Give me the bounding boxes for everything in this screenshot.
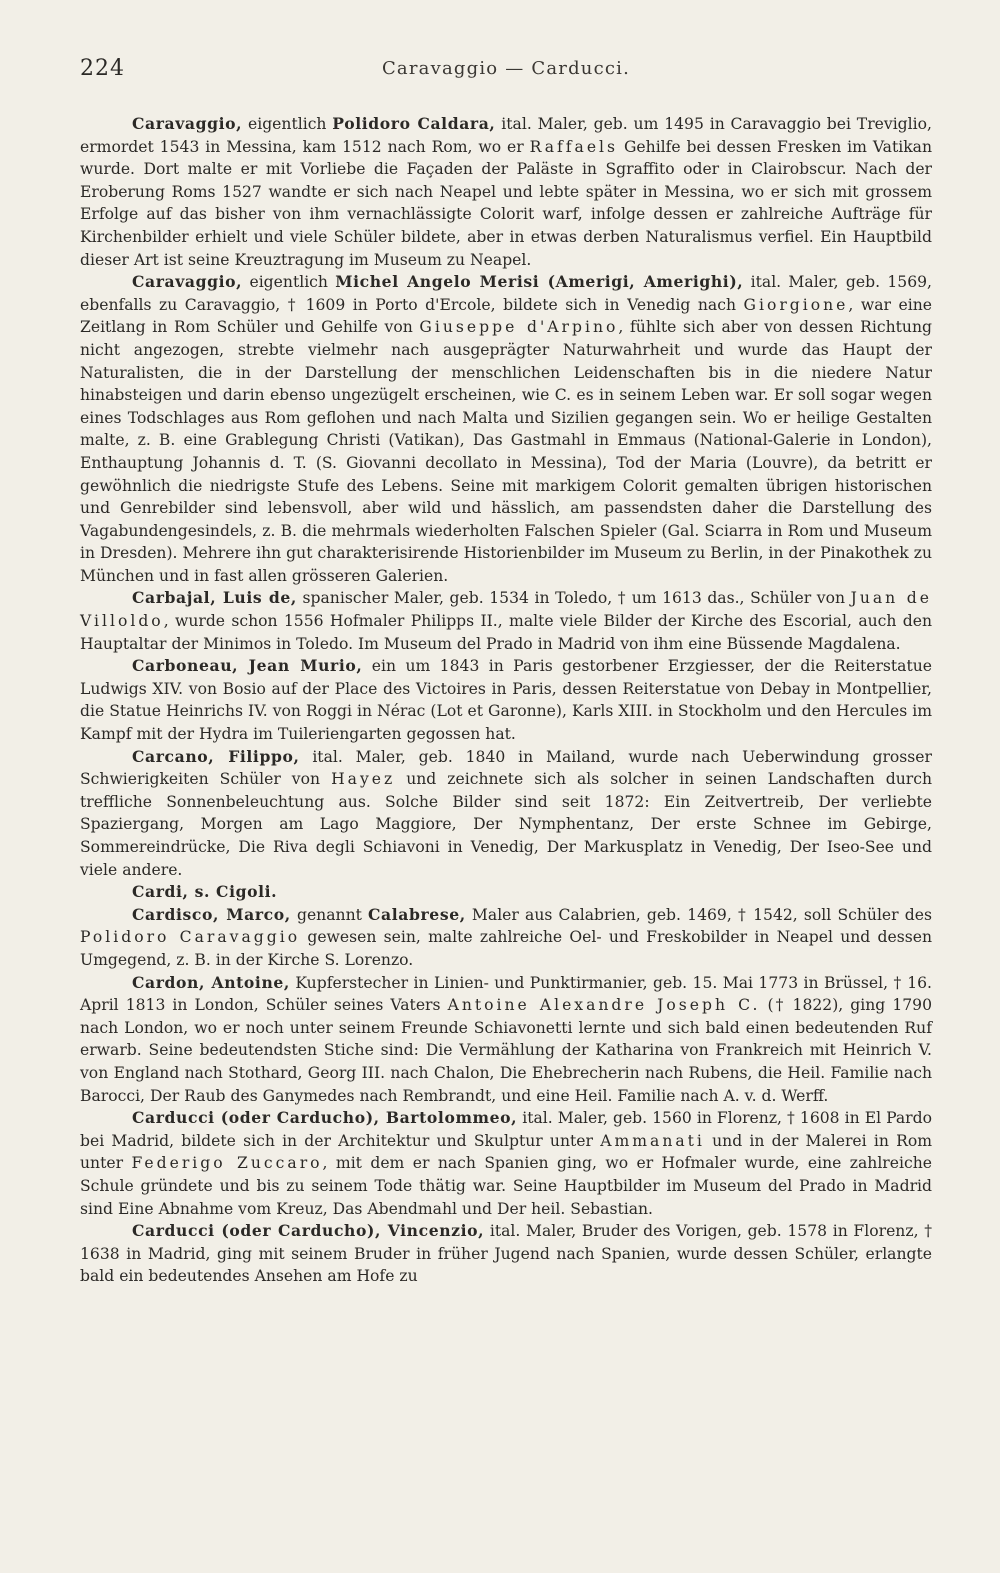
running-title: Caravaggio — Carducci. (381, 58, 631, 79)
entry-text: Kupferstecher in Linien- und Punktirmanier, geb. 15. Mai 1773 in Brüssel, † 16. April 1813 in London, Schüler seines Vaters (80, 973, 932, 1015)
entry-text: ein um 1843 in Paris gestorbener Erzgiesser, der die Reiterstatue Ludwigs XIV. von Bosio auf der Place des Victoires in Paris, dessen Reiterstatue von Debay in Montpellier, die Statue Heinrichs IV. von Roggi in Nérac (Lot et Garonne), Karls XIII. in Stockholm und den Hercules im Kampf mit der Hydra im Tuileriengarten gegossen hat. (80, 657, 932, 744)
spaced-name: Hayez (331, 770, 396, 789)
spaced-name: Federigo Zuccaro (131, 1154, 323, 1173)
entry-text: eigentlich (242, 273, 336, 292)
entry-text: , mit dem er nach Spanien ging, wo er Hofmaler wurde, eine zahlreiche Schule gründete und bis zu seinem Tode thätig war. Seine Hauptbilder im Museum del Prado in Madrid sind Eine Abnahme vom Kreuz, Das Abendmahl und Der heil. Sebastian. (80, 1154, 932, 1218)
entry-headword: Carboneau, Jean Murio, (132, 656, 363, 676)
dictionary-entry (80, 904, 932, 972)
entry-headword: Cardi, s. Cigoli. (132, 882, 278, 902)
entry-text: , wurde schon 1556 Hofmaler Philipps II., malte viele Bilder der Kirche des Escorial, auch den Hauptaltar der Minimos in Toledo. Im Museum del Prado in Madrid von ihm eine Büssende Magdalena. (80, 612, 932, 653)
entry-text: Gehilfe bei dessen Fresken im Vatikan wurde. Dort malte er mit Vorliebe die Façaden der Paläste in Sgraffito oder in Clairobscur. Nach der Eroberung Roms 1527 wandte er sich nach Neapel und lebte später in Messina, wo er sich mit grossem Erfolge auf das bisher von ihm vernachlässigte Colorit warf, infolge dessen er zahlreiche Aufträge für Kirchenbilder erhielt und viele Schüler bildete, aber in etwas derben Naturalismus verfiel. Ein Hauptbild dieser Art ist seine Kreuztragung im Museum zu Neapel. (80, 137, 933, 269)
page-number: 224 (80, 56, 125, 81)
dictionary-entry (80, 271, 932, 587)
entry-text: eigentlich (242, 115, 333, 133)
entry-headword: Carducci (oder Carducho), Bartolommeo, (132, 1108, 518, 1128)
dictionary-entry (80, 1220, 932, 1288)
entry-headword: Cardisco, Marco, (132, 904, 291, 924)
entry-text: ital. Maler, Bruder des Vorigen, geb. 1578 in Florenz, † 1638 in Madrid, ging mit seinem Bruder in früher Jugend nach Spanien, wurde dessen Schüler, erlangte bald ein bedeutendes Ansehen am Hofe zu (80, 1222, 932, 1286)
entries-body (80, 113, 932, 1288)
entry-text: Maler aus Calabrien, geb. 1469, † 1542, soll Schüler des (465, 905, 932, 924)
entry-headword: Carducci (oder Carducho), Vincenzio, (132, 1221, 485, 1241)
spaced-name: Antoine Alexandre Joseph C. (447, 996, 761, 1015)
page-header (80, 56, 932, 90)
entry-text: ital. Maler, geb. um 1495 in Caravaggio bei Treviglio, ermordet 1543 in Messina, kam 1512 nach Rom, wo er (80, 115, 932, 156)
entry-text: ital. Maler, geb. 1560 in Florenz, † 1608 in El Pardo bei Madrid, bildete sich in der Architektur und Skulptur unter (80, 1109, 933, 1150)
dictionary-entry (80, 972, 932, 1108)
entry-headword: Cardon, Antoine, (132, 972, 290, 992)
entry-headword: Michel Angelo Merisi (Amerigi, Amerighi), (335, 272, 744, 292)
entry-headword: Carbajal, Luis de, (132, 588, 297, 608)
dictionary-entry (80, 113, 932, 271)
entry-text: , fühlte sich aber von dessen Richtung nicht angezogen, strebte vielmehr nach ausgeprägter Naturwahrheit und wurde das Haupt der Naturalisten, die in der Darstellung der menschlichen Leidenschaften bis in die niedere Natur hinabsteigen und darin ebenso ungezügelt erscheinen, wie C. es in seinem Leben war. Er soll sogar wegen eines Todschlages aus Rom geflohen und nach Malta und Sizilien gegangen sein. Wo er heilige Gestalten malte, z. B. eine Grablegung Christi (Vatikan), Das Gastmahl in Emmaus (National-Galerie in London), Enthauptung Johannis d. T. (S. Giovanni decollato in Messina), Tod der Maria (Louvre), da betritt er gewöhnlich die niedrigste Stufe des Lebens. Seine mit markigem Colorit gemalten übrigen historischen und Genrebilder sind lebensvoll, aber wild und hässlich, am passendsten daher die Darstellung des Vagabundengesindels, z. B. die mehrmals wiederholten Falschen Spieler (Gal. Sciarra in Rom und Museum in Dresden). Mehrere ihn gut charakterisirende Historienbilder im Museum zu Berlin, in der Pinakothek zu München und in fast allen grösseren Galerien. (80, 318, 932, 585)
entry-headword: Caravaggio, (132, 272, 243, 292)
spaced-name: Ammanati (600, 1131, 705, 1150)
dictionary-entry (80, 587, 932, 655)
spaced-name: Polidoro Caravaggio (80, 928, 301, 947)
entry-headword: Carcano, Filippo, (132, 746, 300, 766)
spaced-name: Giorgione (743, 295, 849, 314)
entry-text: und in der Malerei in Rom unter (80, 1131, 932, 1173)
entry-text: , war eine Zeitlang in Rom Schüler und Gehilfe von (80, 295, 932, 337)
entry-text: und zeichnete sich als solcher in seinen Landschaften durch treffliche Sonnenbeleuchtung aus. Solche Bilder sind seit 1872: Ein Zeitvertreib, Der verliebte Spaziergang, Morgen am Lago Maggiore, Der Nymphentanz, Der erste Schnee im Gebirge, Sommereindrücke, Die Riva degli Schiavoni in Venedig, Der Markusplatz in Venedig, Der Iseo-See und viele andere. (80, 770, 932, 879)
dictionary-entry (80, 1107, 932, 1220)
spaced-name: Raffaels (529, 137, 619, 156)
entry-headword: Polidoro Caldara, (332, 114, 496, 133)
entry-text: genannt (290, 905, 369, 924)
entry-text: ital. Maler, geb. 1569, ebenfalls zu Caravaggio, † 1609 in Porto d'Ercole, bildete sich in Venedig nach (80, 273, 932, 314)
entry-headword: Caravaggio, (132, 114, 243, 133)
spaced-name: Juan de Villoldo (80, 589, 932, 631)
dictionary-entry (80, 881, 932, 904)
entry-text: ital. Maler, geb. 1840 in Mailand, wurde nach Ueberwindung grosser Schwierigkeiten Schüler von (80, 747, 932, 789)
dictionary-entry (80, 746, 932, 882)
dictionary-entry (80, 655, 932, 745)
entry-text: spanischer Maler, geb. 1534 in Toledo, † um 1613 das., Schüler von (296, 589, 851, 608)
spaced-name: Giuseppe d'Arpino (419, 318, 619, 337)
entry-text: gewesen sein, malte zahlreiche Oel- und Freskobilder in Neapel und dessen Umgegend, z. B. in der Kirche S. Lorenzo. (80, 928, 932, 969)
entry-text: († 1822), ging 1790 nach London, wo er noch unter seinem Freunde Schiavonetti lernte und sich bald einen bedeutenden Ruf erwarb. Seine bedeutendsten Stiche sind: Die Vermählung der Katharina von Frankreich mit Heinrich V. von England nach Stothard, Georg III. nach Chalon, Die Ehebrecherin nach Rubens, die Heil. Familie nach Barocci, Der Raub des Ganymedes nach Rembrandt, und eine Heil. Familie nach A. v. d. Werff. (80, 996, 933, 1105)
entry-headword: Calabrese, (368, 904, 466, 924)
